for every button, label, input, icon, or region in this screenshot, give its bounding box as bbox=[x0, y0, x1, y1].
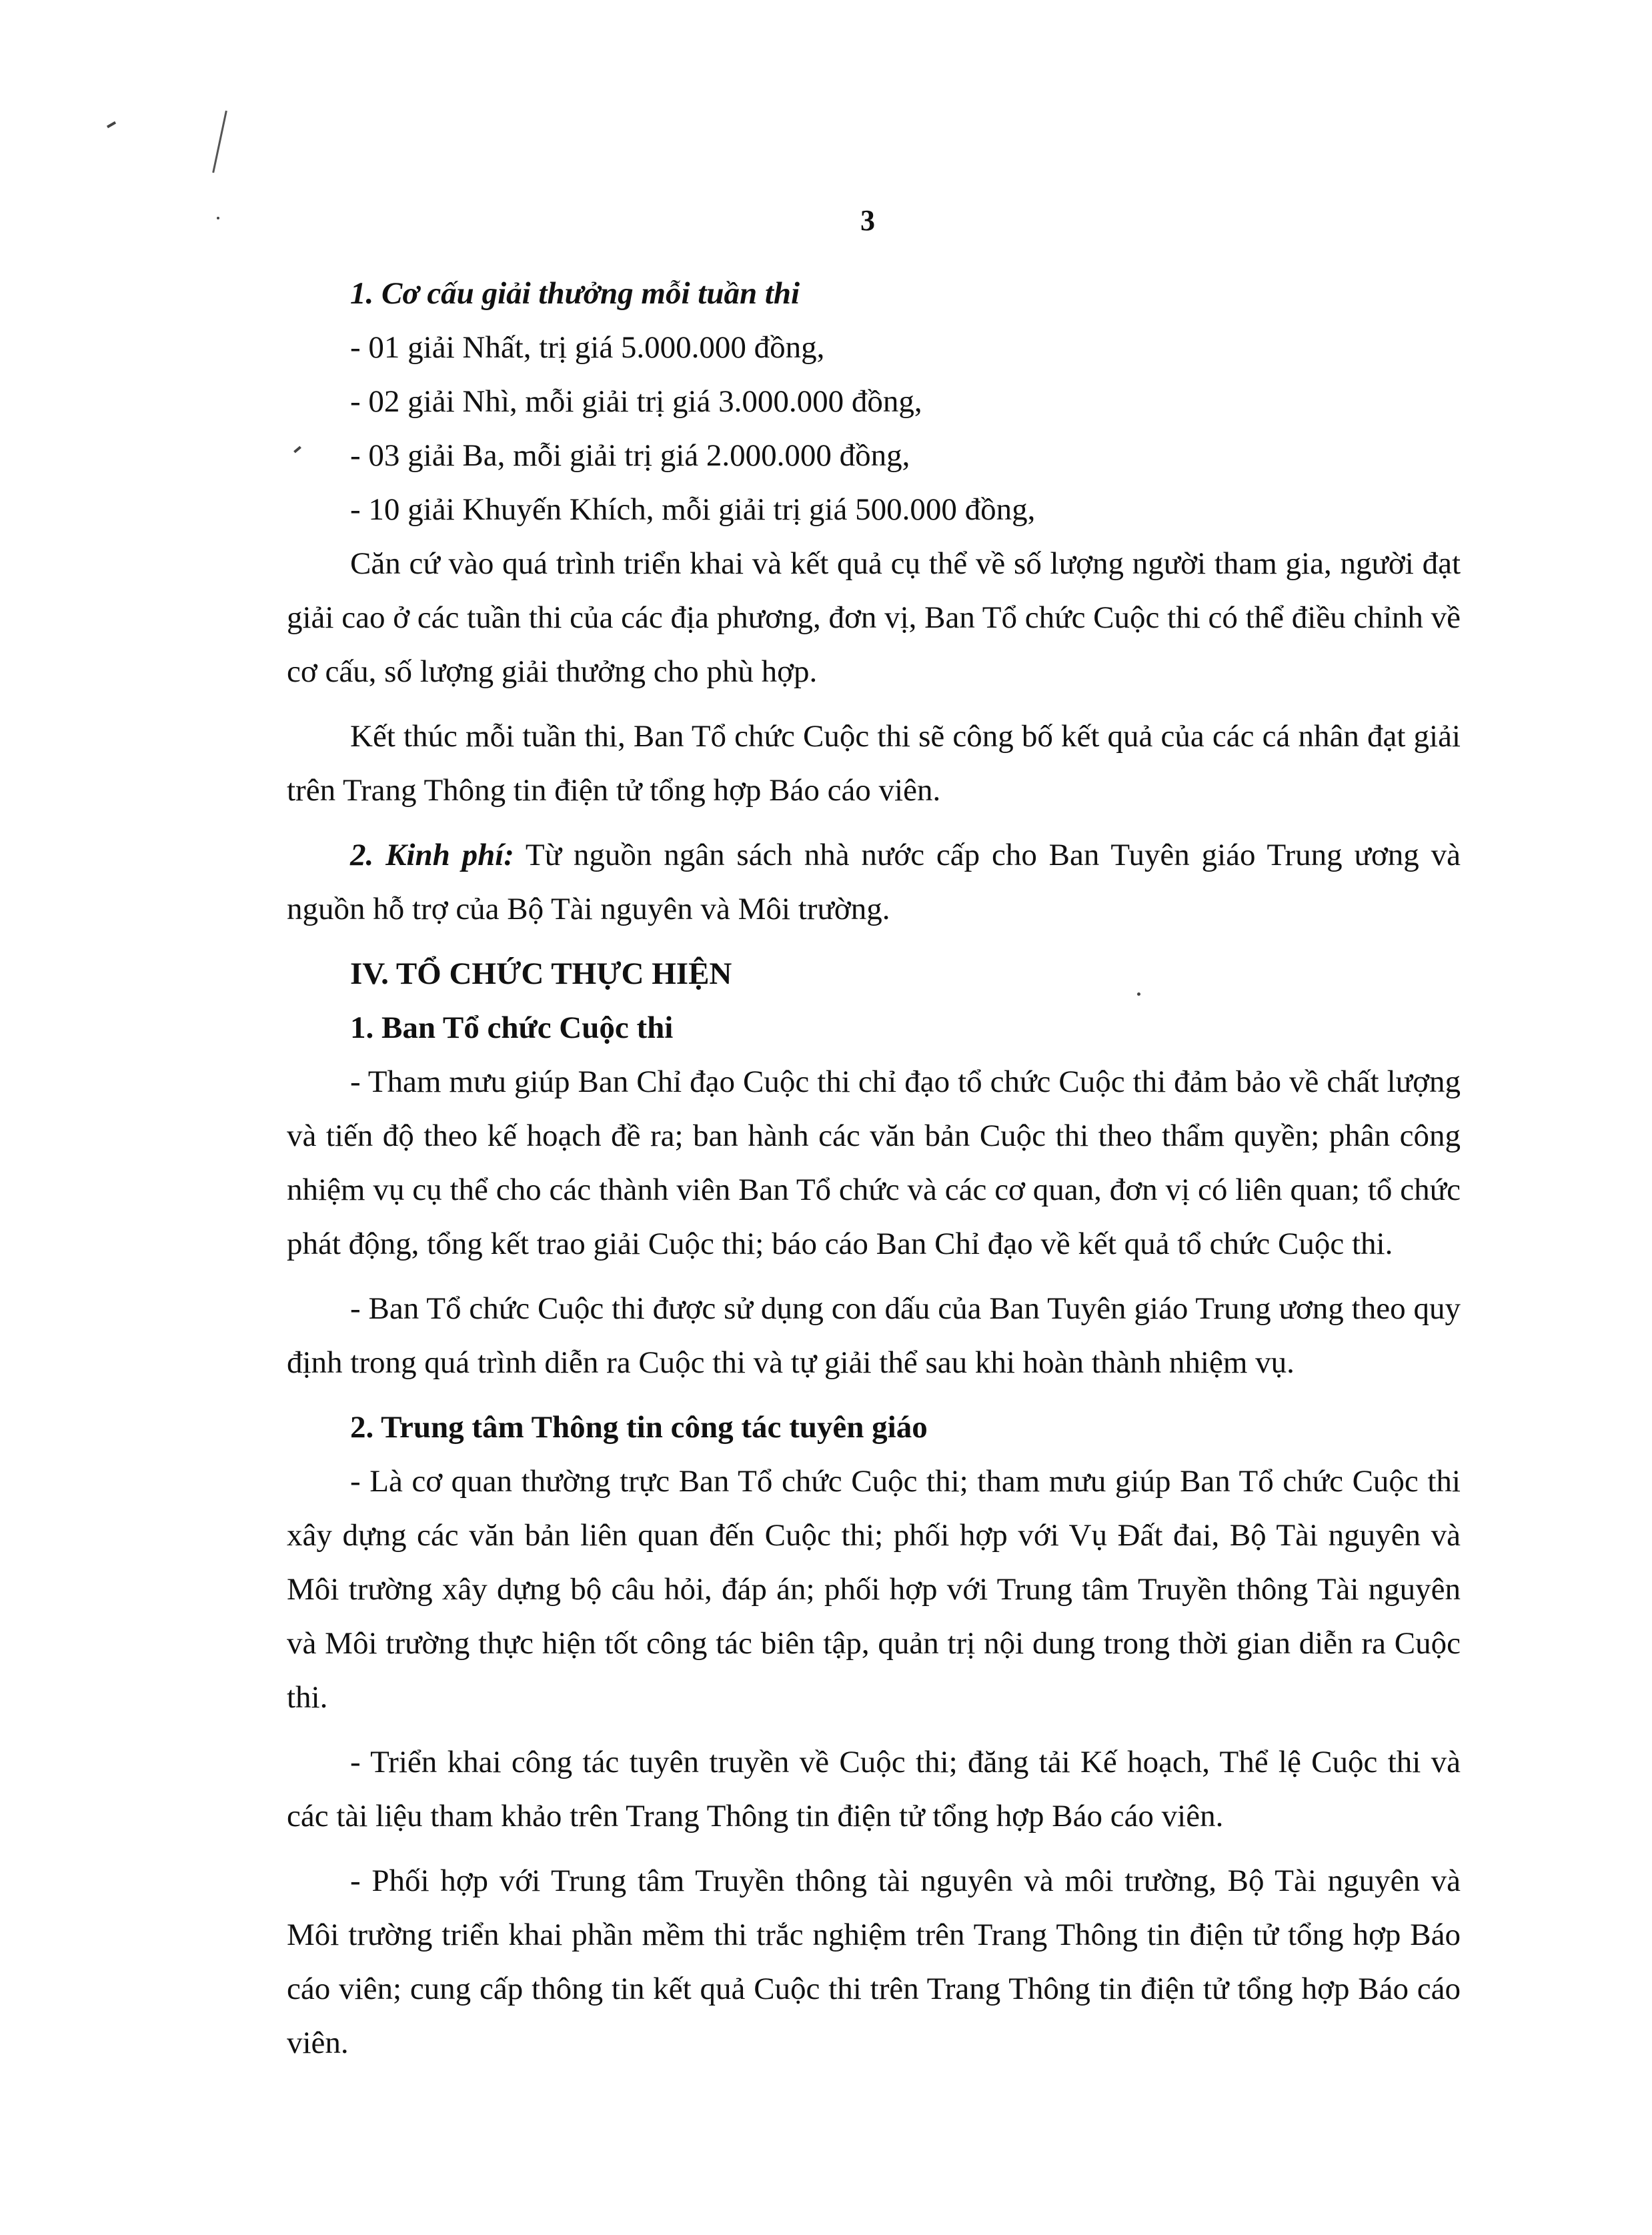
funding-text: Từ nguồn ngân sách nhà nước cấp cho Ban Tuyên giáo Trung ương và nguồn hỗ trợ của Bộ Tài nguyên và Môi trường. bbox=[287, 838, 1461, 926]
page-number: 3 bbox=[860, 204, 875, 237]
section-iv-heading: IV. TỔ CHỨC THỰC HIỆN bbox=[350, 956, 732, 991]
scan-artifact bbox=[217, 217, 219, 219]
paragraph: - Ban Tổ chức Cuộc thi được sử dụng con dấu của Ban Tuyên giáo Trung ương theo quy định trong quá trình diễn ra Cuộc thi và tự giải thể sau khi hoàn thành nhiệm vụ. bbox=[287, 1291, 1461, 1380]
paragraph: Căn cứ vào quá trình triển khai và kết quả cụ thể về số lượng người tham gia, người đạt giải cao ở các tuần thi của các địa phương, đơn vị, Ban Tổ chức Cuộc thi có thể điều chỉnh về cơ cấu, số lượng giải thưởng cho phù hợp. bbox=[287, 546, 1461, 689]
prize-item: - 02 giải Nhì, mỗi giải trị giá 3.000.000 đồng, bbox=[350, 384, 922, 419]
info-center-heading: 2. Trung tâm Thông tin công tác tuyên giáo bbox=[350, 1410, 928, 1445]
funding-paragraph bbox=[287, 828, 1461, 936]
paragraph: - Là cơ quan thường trực Ban Tổ chức Cuộc thi; tham mưu giúp Ban Tổ chức Cuộc thi xây dựng các văn bản liên quan đến Cuộc thi; phối hợp với Vụ Đất đai, Bộ Tài nguyên và Môi trường xây dựng bộ câu hỏi, đáp án; phối hợp với Trung tâm Truyền thông Tài nguyên và Môi trường thực hiện tốt công tác biên tập, quản trị nội dung trong thời gian diễn ra Cuộc thi. bbox=[287, 1464, 1461, 1715]
scan-artifact bbox=[212, 111, 227, 173]
prize-structure-heading: 1. Cơ cấu giải thưởng mỗi tuần thi bbox=[350, 276, 800, 311]
document-body bbox=[287, 267, 1461, 2081]
paragraph: - Phối hợp với Trung tâm Truyền thông tài nguyên và môi trường, Bộ Tài nguyên và Môi trường triển khai phần mềm thi trắc nghiệm trên Trang Thông tin điện tử tổng hợp Báo cáo viên; cung cấp thông tin kết quả Cuộc thi trên Trang Thông tin điện tử tổng hợp Báo cáo viên. bbox=[287, 1864, 1461, 2060]
paragraph: - Triển khai công tác tuyên truyền về Cuộc thi; đăng tải Kế hoạch, Thể lệ Cuộc thi và các tài liệu tham khảo trên Trang Thông tin điện tử tổng hợp Báo cáo viên. bbox=[287, 1745, 1461, 1833]
paragraph: - Tham mưu giúp Ban Chỉ đạo Cuộc thi chỉ đạo tổ chức Cuộc thi đảm bảo về chất lượng và tiến độ theo kế hoạch đề ra; ban hành các văn bản Cuộc thi theo thẩm quyền; phân công nhiệm vụ cụ thể cho các thành viên Ban Tổ chức và các cơ quan, đơn vị có liên quan; tổ chức phát động, tổng kết trao giải Cuộc thi; báo cáo Ban Chỉ đạo về kết quả tổ chức Cuộc thi. bbox=[287, 1064, 1461, 1261]
scan-artifact bbox=[107, 121, 116, 128]
organizing-committee-heading: 1. Ban Tổ chức Cuộc thi bbox=[350, 1010, 674, 1045]
prize-item: - 03 giải Ba, mỗi giải trị giá 2.000.000 đồng, bbox=[350, 438, 910, 473]
prize-item: - 10 giải Khuyến Khích, mỗi giải trị giá 500.000 đồng, bbox=[350, 492, 1036, 527]
funding-lead: 2. Kinh phí: bbox=[350, 838, 514, 872]
paragraph: Kết thúc mỗi tuần thi, Ban Tổ chức Cuộc thi sẽ công bố kết quả của các cá nhân đạt giải trên Trang Thông tin điện tử tổng hợp Báo cáo viên. bbox=[287, 719, 1461, 808]
prize-item: - 01 giải Nhất, trị giá 5.000.000 đồng, bbox=[350, 330, 825, 365]
